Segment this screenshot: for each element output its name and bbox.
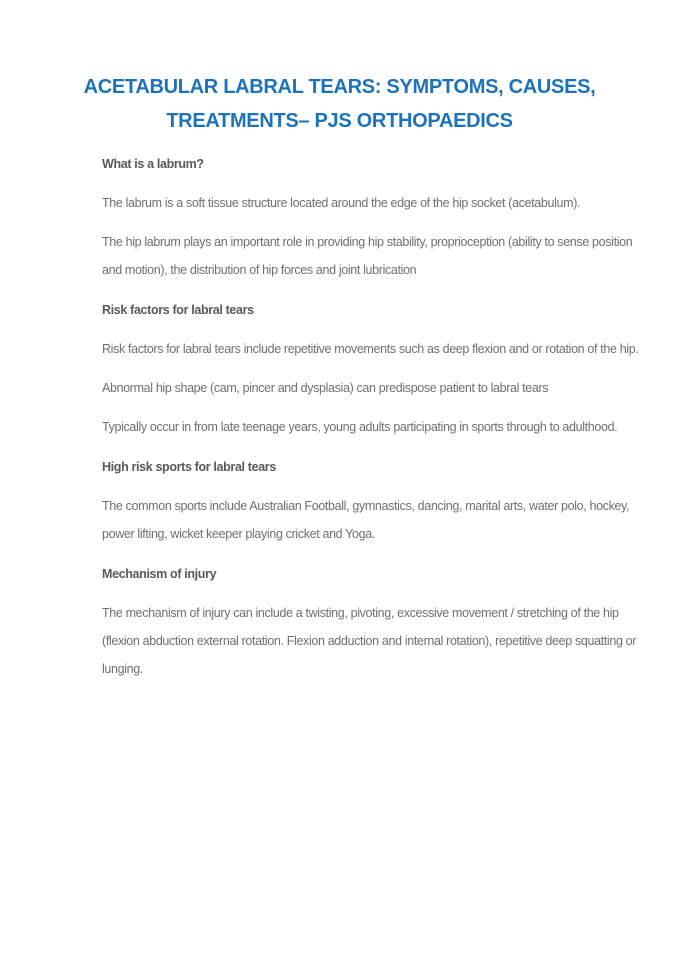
- section-heading: Mechanism of injury: [102, 567, 217, 581]
- document-body: [102, 150, 647, 683]
- section-heading: Risk factors for labral tears: [102, 303, 254, 317]
- section: [102, 560, 647, 683]
- document-title-line-2: TREATMENTS– PJS ORTHOPAEDICS: [166, 110, 513, 132]
- section-heading: What is a labrum?: [102, 157, 204, 171]
- sections: [102, 150, 647, 683]
- section: [102, 150, 647, 284]
- section: [102, 296, 647, 441]
- paragraph: The mechanism of injury can include a twisting, pivoting, excessive movement / stretching of the hip (flexion abduction external rotation. Flexion adduction and internal rotation), repetitive deep squatting or lunging.: [102, 606, 637, 676]
- document-title-line-1: ACETABULAR LABRAL TEARS: SYMPTOMS, CAUSES,: [83, 76, 596, 98]
- paragraph: The labrum is a soft tissue structure located around the edge of the hip socket (acetabulum).: [102, 196, 581, 210]
- paragraph: Risk factors for labral tears include repetitive movements such as deep flexion and or rotation of the hip.: [102, 342, 639, 356]
- paragraph: The common sports include Australian Football, gymnastics, dancing, marital arts, water polo, hockey, power lifting, wicket keeper playing cricket and Yoga.: [102, 499, 630, 541]
- document-title: [40, 70, 639, 138]
- paragraph: The hip labrum plays an important role in providing hip stability, proprioception (ability to sense position and motion), the distribution of hip forces and joint lubrication: [102, 235, 633, 277]
- section: [102, 453, 647, 548]
- section-heading: High risk sports for labral tears: [102, 460, 276, 474]
- paragraph: Abnormal hip shape (cam, pincer and dysplasia) can predispose patient to labral tears: [102, 381, 549, 395]
- paragraph: Typically occur in from late teenage years, young adults participating in sports through to adulthood.: [102, 420, 618, 434]
